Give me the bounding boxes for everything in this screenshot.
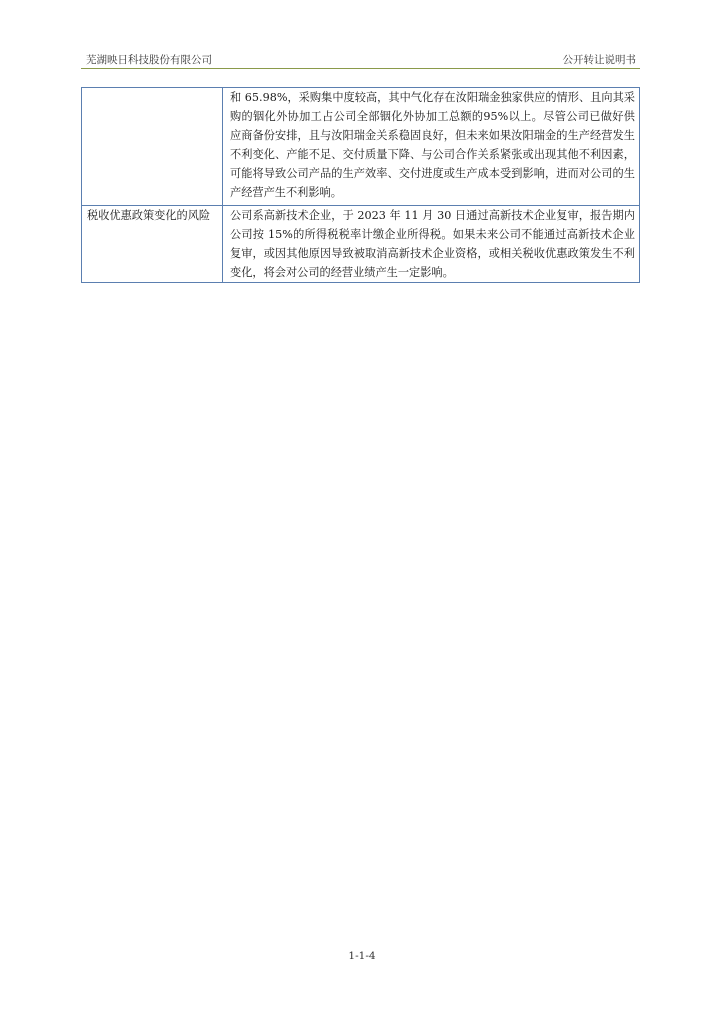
page-header [81,50,640,69]
table-row [82,206,640,283]
risk-table [81,87,640,283]
page-number: 1-1-4 [348,950,376,962]
document-title: 公开转让说明书 [562,54,636,66]
risk-label-cell [82,88,223,206]
risk-label-cell: 税收优惠政策变化的风险 [82,206,223,283]
table-row [82,88,640,206]
company-name: 芜湖映日科技股份有限公司 [86,54,212,66]
risk-description-cell: 公司系高新技术企业，于 2023 年 11 月 30 日通过高新技术企业复审，报告期内公司按 15%的所得税税率计缴企业所得税。如果未来公司不能通过高新技术企业复审，或因其他原因导致被取消高新技术企业资格，或相关税收优惠政策发生不利变化，将会对公司的经营业绩产生一定影响。 [223,206,640,283]
risk-description-cell: 和 65.98%，采购集中度较高，其中气化存在汝阳瑞金独家供应的情形、且向其采购的铟化外协加工占公司全部铟化外协加工总额的95%以上。尽管公司已做好供应商备份安排，且与汝阳瑞金关系稳固良好，但未来如果汝阳瑞金的生产经营发生不利变化、产能不足、交付质量下降、与公司合作关系紧张或出现其他不利因素，可能将导致公司产品的生产效率、交付进度或生产成本受到影响，进而对公司的生产经营产生不利影响。 [223,88,640,206]
